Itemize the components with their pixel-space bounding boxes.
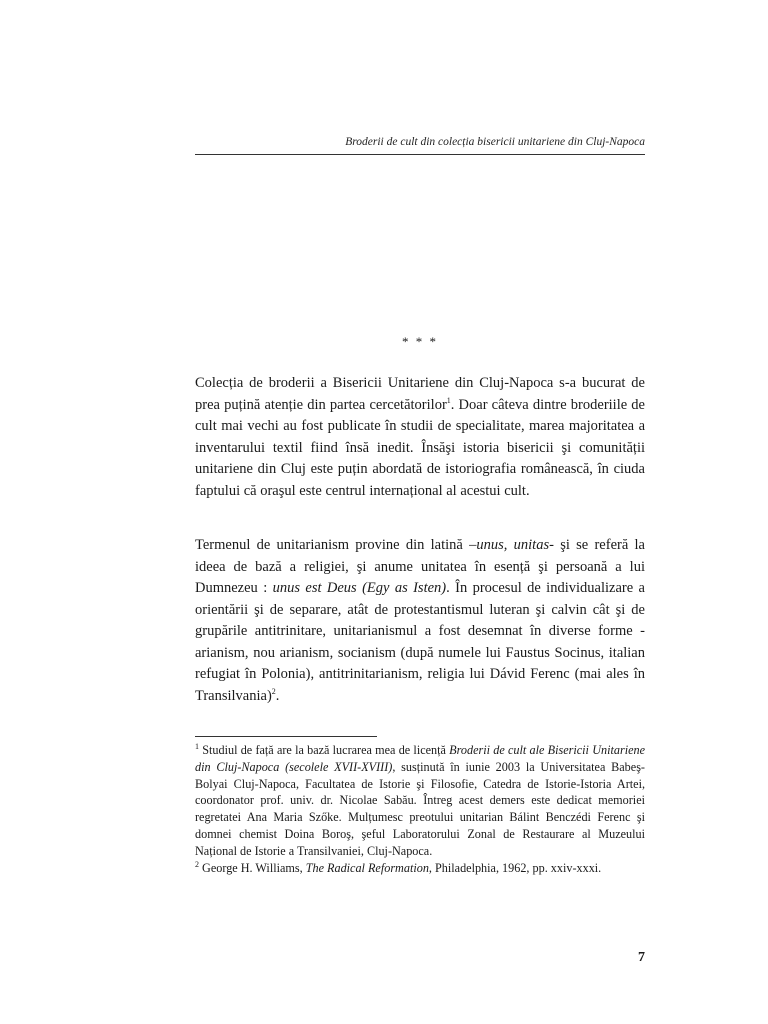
footnotes bbox=[195, 742, 645, 876]
footnote-2-italic: The Radical Reformation bbox=[305, 860, 429, 875]
footnote-ref-1[interactable]: 1 bbox=[446, 395, 451, 405]
footnote-1-italic: Broderii de cult ale Bisericii Unitariene din Cluj-Napoca (secolele XVII-XVIII) bbox=[195, 743, 645, 774]
page-number: 7 bbox=[638, 950, 645, 965]
paragraph-1 bbox=[195, 373, 645, 502]
running-header-title: Broderii de cult din colecția bisericii unitariene din Cluj-Napoca bbox=[345, 136, 645, 148]
paragraph-2-italic-1: –unus, unitas- bbox=[469, 537, 554, 553]
footnote-ref-2[interactable]: 2 bbox=[271, 686, 276, 696]
footnote-2 bbox=[195, 860, 645, 877]
footnote-1-text-1: Studiul de față are la bază lucrarea mea de licență bbox=[199, 743, 450, 757]
footnote-1-text-2: , susținută în iunie 2003 la Universitatea Babeş- Bolyai Cluj-Napoca, Facultatea de Istorie şi Filosofie, Catedra de Istorie-Istoria Artei, coordonator prof. univ. dr. Nicolae Sabău. Întreg acest demers este dedicat memoriei regretatei Ana Maria Szőke. Mulțumesc preotului unitarian Bálint Benczédi Ferenc şi domnei chemist Doina Boroş, şeful Laboratorului Zonal de Restaurare al Muzeului Național de Istorie a Transilvaniei, Cluj-Napoca. bbox=[195, 759, 645, 858]
footnote-1 bbox=[195, 742, 645, 860]
paragraph-2-italic-2: unus est Deus (Egy as Isten) bbox=[272, 580, 447, 596]
paragraph-2 bbox=[195, 535, 645, 707]
paragraph-2-text-2: şi se referă la ideea de bază a religiei, şi anume unitatea în esență şi persoană a lui Dumnezeu : bbox=[195, 537, 645, 596]
footnote-1-number: 1 bbox=[195, 741, 199, 751]
section-separator: * * * bbox=[402, 334, 438, 349]
header-rule bbox=[195, 154, 645, 155]
paragraph-1-text: Colecția de broderii a Bisericii Unitariene din Cluj-Napoca s-a bucurat de prea puțină atenție din partea cercetătorilor bbox=[195, 375, 645, 413]
paragraph-1-text-after: . Doar câteva dintre broderiile de cult mai vechi au fost publicate în studii de specialitate, marea majoritatea a inventarului textil fiind însă inedit. Însăşi istoria bisericii şi comunității unitariene din Cluj este puțin abordată de istoriografia românească, în ciuda faptului că oraşul este centrul internațional al acestui cult. bbox=[195, 396, 645, 499]
footnote-rule bbox=[195, 736, 377, 737]
footnote-2-number: 2 bbox=[195, 859, 199, 869]
footnote-2-text-2: , Philadelphia, 1962, pp. xxiv-xxxi. bbox=[428, 860, 602, 875]
paragraph-2-text-4: . bbox=[275, 687, 280, 704]
paragraph-2-text-3: . În procesul de individualizare a orientării şi de separare, atât de protestantismul luteran şi calvin cât şi de grupările antitrinitare, unitarianismul a fost desemnat în diverse forme - arianism, nou arianism, socianism (după numele lui Faustus Socinus, italian refugiat în Polonia), antitrinitarianism, religia lui Dávid Ferenc (mai ales în Transilvania) bbox=[195, 580, 645, 704]
paragraph-2-text-1: Termenul de unitarianism provine din latină bbox=[195, 537, 470, 553]
footnote-2-text-1: George H. Williams, bbox=[199, 860, 306, 875]
